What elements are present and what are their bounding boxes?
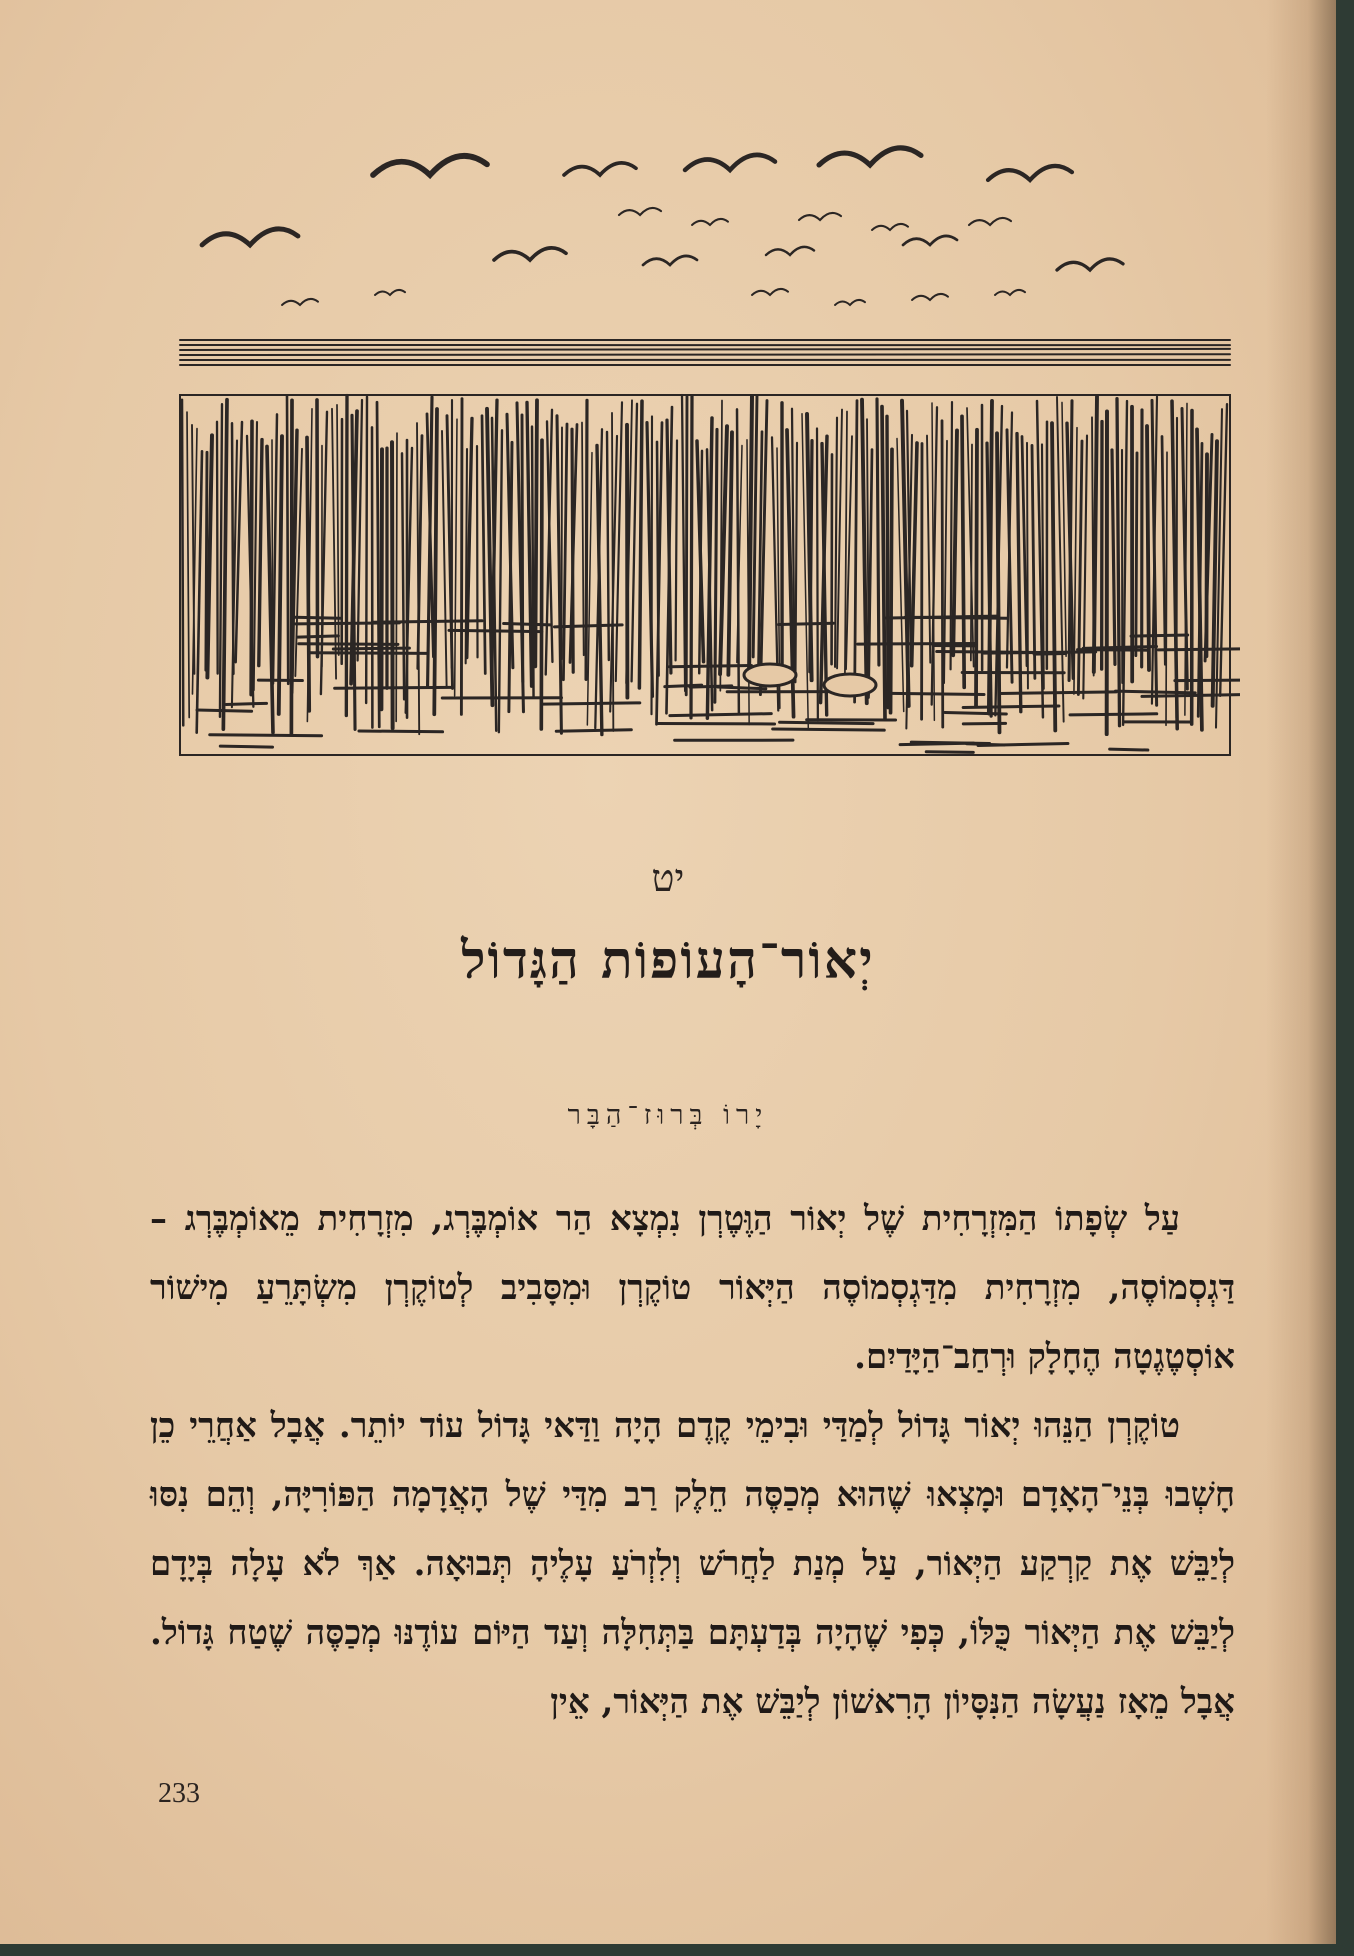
reed-marsh-illustration: [170, 95, 1240, 775]
illustration-drawing: [170, 95, 1240, 775]
paragraph-1: עַל שְׂפָתוֹ הַמִּזְרָחִית שֶׁל יְאוֹר הַוֶּטֶרְן נִמְצָא הַר אוֹמְבֶּרְג, מִזְרָחִית מֵאוֹמְבֶּרְג – דַּגְסְמוֹסֶה, מִזְרָחִית מִדַּגְסְמוֹסֶה הַיְּאוֹר טוֹקֶרְן וּמִסָּבִיב לְטוֹקֶרְן מִשְׂתָּרֵעַ מִישׁוֹר אוֹסְטֶגֶטָה הֶחָלָק וּרְחַב־הַיָּדַיִם.: [150, 1199, 1235, 1377]
body-text: [150, 1185, 1235, 1737]
page-number: 233: [158, 1778, 200, 1809]
paragraph-2: טוֹקֶרְן הַנֵּהוּ יְאוֹר גָּדוֹל לְמַדַּי וּבִימֵי קֶדֶם הָיָה וַדַּאי גָּדוֹל עוֹד יוֹתֵר. אֲבָל אַחֲרֵי כֵן חָשְׁבוּ בְּנֵי־הָאָדָם וּמָצְאוּ שֶׁהוּא מְכַסֶּה חֵלֶק רַב מִדַּי שֶׁל הָאֲדָמָה הַפּוֹרִיָּה, וְהֵם נִסּוּ לְיַבֵּשׁ אֶת קַרְקַע הַיְּאוֹר, עַל מְנַת לַחֲרֹשׁ וְלִזְרֹעַ עָלֶיהָ תְּבוּאָה. אַךְ לֹא עָלָה בְּיָדָם לְיַבֵּשׁ אֶת הַיְּאוֹר כֻּלּוֹ, כְּפִי שֶׁהָיָה בְּדַעְתָּם בַּתְּחִלָּה וְעַד הַיּוֹם עוֹדֶנּוּ מְכַסֶּה שֶׁטַח גָּדוֹל. אֲבָל מֵאָז נַעֲשָׂה הַנִּסָּיוֹן הָרִאשׁוֹן לְיַבֵּשׁ אֶת הַיְּאוֹר, אֵין: [150, 1406, 1235, 1722]
chapter-number: יט: [651, 856, 685, 900]
chapter-title: יְאוֹר־הָעוֹפוֹת הַגָּדוֹל: [461, 930, 875, 991]
chapter-author: יָרוֹ בְּרוּז־הַבָּר: [567, 1100, 769, 1131]
